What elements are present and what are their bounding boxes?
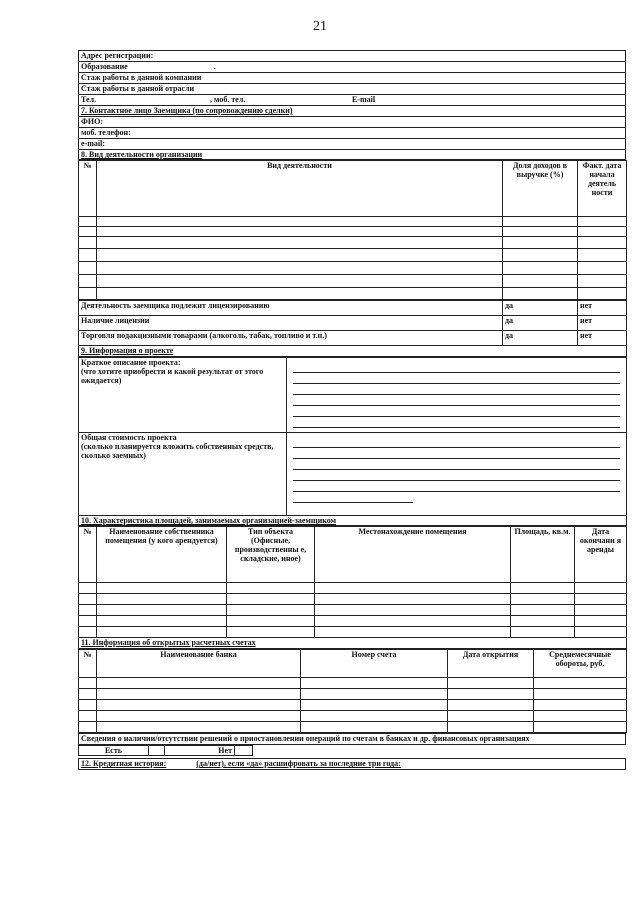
suspension-no-box[interactable] [235, 746, 253, 756]
table-row[interactable] [79, 616, 97, 627]
license-present-yes[interactable]: да [503, 316, 578, 331]
education-field[interactable]: Образование . [79, 62, 626, 73]
activity-col-num: № [79, 161, 97, 217]
section10-title: 10. Характеристика площадей, занимаемых организацией-заемщиком [79, 516, 627, 526]
credit-history-title[interactable]: 12. Кредитная история: (да/нет), если «да» расшифровать за последние три года: [79, 759, 626, 770]
suspension-yes-label: Есть [79, 746, 149, 756]
table-row[interactable] [79, 689, 97, 700]
work-industry-field[interactable]: Стаж работы в данной отрасли [79, 84, 626, 95]
contacts-table [78, 50, 626, 160]
license-present-label: Наличие лицензии [79, 316, 503, 331]
activity-col-date: Факт. дата начала деятель ности [578, 161, 627, 217]
suspension-table [78, 733, 626, 745]
activity-col-share: Доля доходов в выручке (%) [503, 161, 578, 217]
table-row[interactable] [79, 262, 97, 275]
contact-mobile-field[interactable]: моб. телефон: [79, 128, 626, 139]
table-row[interactable] [79, 583, 97, 594]
premises-col-location: Местонахождение помещения [315, 527, 511, 583]
license-required-yes[interactable]: да [503, 301, 578, 316]
suspension-no-label: Нет [165, 746, 235, 756]
premises-table [78, 526, 627, 649]
credit-history-table [78, 758, 626, 770]
accounts-table [78, 649, 627, 733]
excise-trade-label: Торговля подакцизными товарами (алкоголь, табак, топливо и т.п.) [79, 331, 503, 346]
table-row[interactable] [79, 711, 97, 722]
section8-title: 8. Вид деятельности организации [79, 150, 626, 160]
project-description-field[interactable] [287, 358, 627, 433]
premises-col-type: Тип объекта (Офисные, производственны е, складские, иное) [227, 527, 315, 583]
table-row[interactable] [79, 217, 97, 227]
table-row[interactable] [79, 288, 97, 300]
accounts-col-turnover: Среднемесячные обороты, руб. [534, 650, 627, 678]
address-field[interactable]: Адрес регистрации: [79, 51, 626, 62]
project-table [78, 357, 627, 526]
project-description-label: Краткое описание проекта: (что хотите приобрести и какой результат от этого ожидается) [79, 358, 287, 433]
accounts-col-open: Дата открытия [448, 650, 534, 678]
table-row[interactable] [79, 627, 97, 638]
suspension-label: Сведения о наличии/отсутствии решений о приостановлении операций по счетам в банках и др. финансовых организациях [79, 734, 626, 745]
activity-col-name: Вид деятельности [97, 161, 503, 217]
section7-title: 7. Контактное лицо Заемщика (по сопровождению сделки) [79, 106, 626, 117]
premises-col-area: Площадь, кв.м. [511, 527, 575, 583]
table-row[interactable] [79, 227, 97, 237]
table-row[interactable] [79, 722, 97, 733]
premises-col-end: Дата окончани я аренды [575, 527, 627, 583]
accounts-col-bank: Наименование банка [97, 650, 301, 678]
suspension-yes-box[interactable] [149, 746, 165, 756]
project-cost-field[interactable] [287, 433, 627, 516]
license-table [78, 300, 627, 357]
contact-fio-field[interactable]: ФИО: [79, 117, 626, 128]
premises-col-owner: Наименование собственника помещения (у кого арендуется) [97, 527, 227, 583]
table-row[interactable] [79, 678, 97, 689]
excise-trade-yes[interactable]: да [503, 331, 578, 346]
section9-title: 9. Информация о проекте [79, 346, 627, 357]
application-form [78, 50, 626, 770]
license-required-label: Деятельность заемщика подлежит лицензированию [79, 301, 503, 316]
accounts-col-num: № [79, 650, 97, 678]
work-company-field[interactable]: Стаж работы в данной компании [79, 73, 626, 84]
page-number: 21 [313, 19, 327, 34]
table-row[interactable] [79, 237, 97, 249]
table-row[interactable] [79, 700, 97, 711]
activity-table [78, 160, 627, 300]
suspension-choice-table [78, 745, 253, 756]
project-cost-label: Общая стоимость проекта (сколько планируется вложить собственных средств, сколько заемных) [79, 433, 287, 516]
table-row[interactable] [79, 275, 97, 288]
license-required-no[interactable]: нет [578, 301, 627, 316]
premises-col-num: № [79, 527, 97, 583]
section11-title: 11. Информация об открытых расчетных счетах [79, 638, 627, 649]
excise-trade-no[interactable]: нет [578, 331, 627, 346]
contact-email-field[interactable]: e-mail: [79, 139, 626, 150]
table-row[interactable] [79, 605, 97, 616]
table-row[interactable] [79, 249, 97, 262]
phone-row[interactable]: Тел. , моб. тел. E-mail [79, 95, 626, 106]
license-present-no[interactable]: нет [578, 316, 627, 331]
accounts-col-account: Номер счета [301, 650, 448, 678]
table-row[interactable] [79, 594, 97, 605]
